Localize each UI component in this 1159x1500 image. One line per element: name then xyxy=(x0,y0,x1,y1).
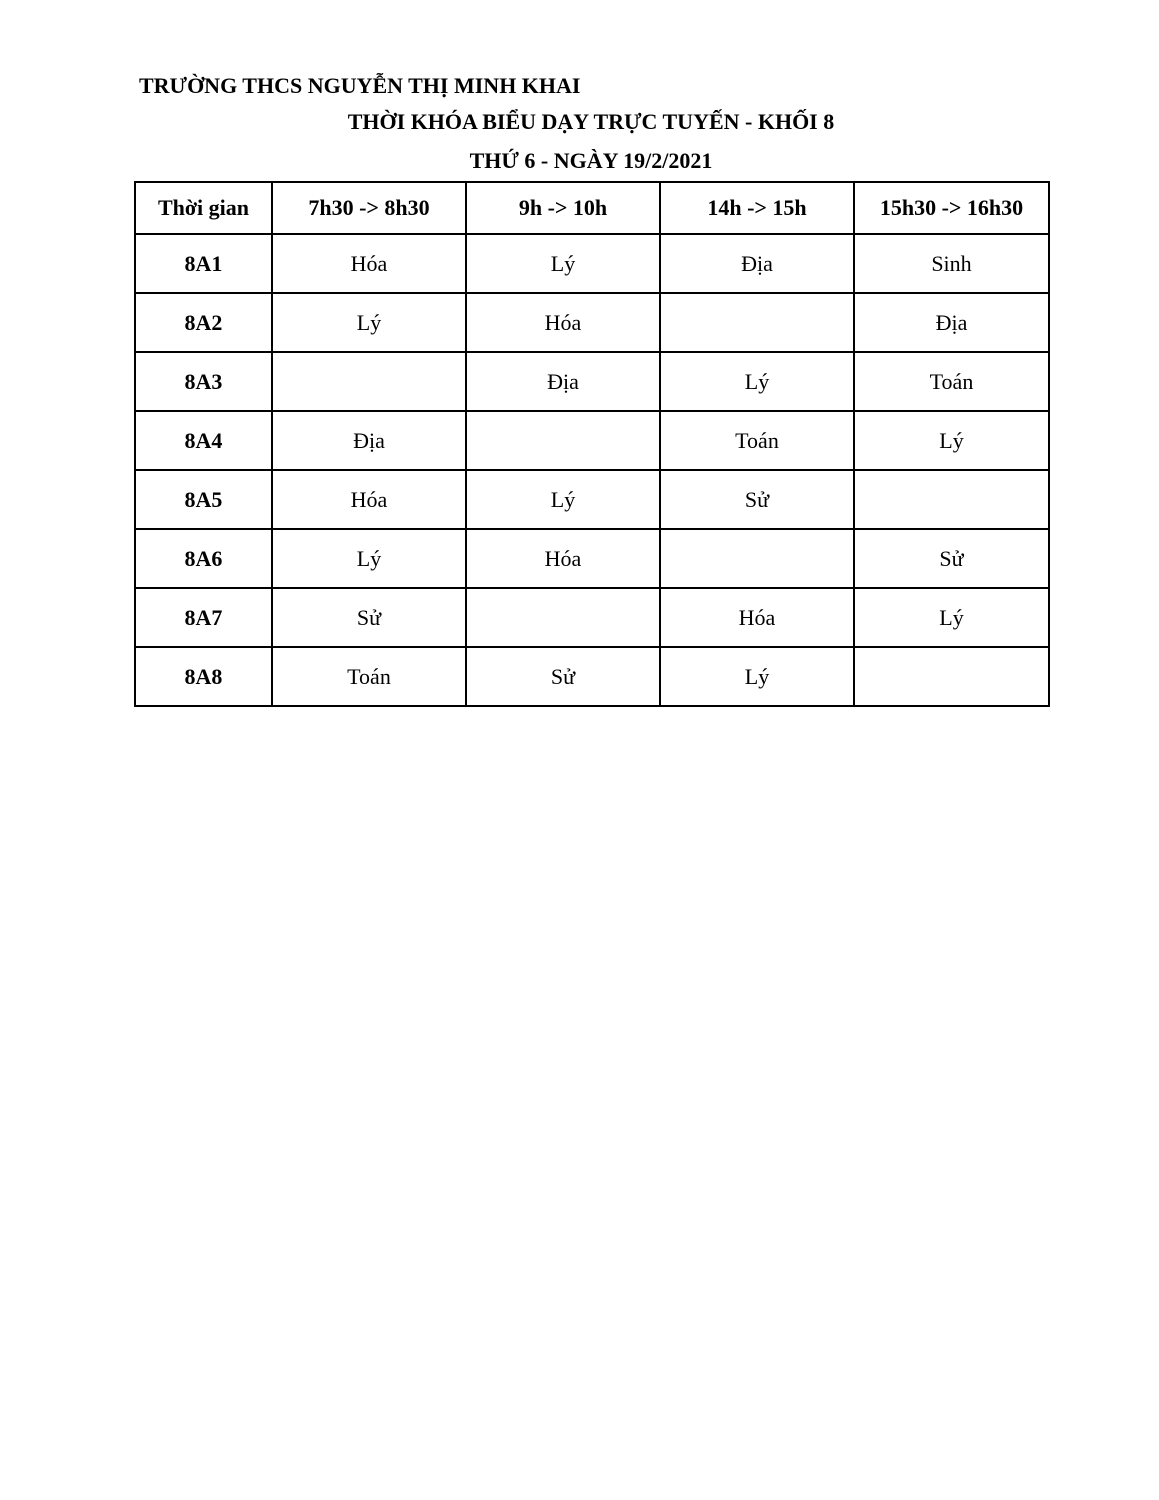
subject-cell: Địa xyxy=(272,411,466,470)
table-row xyxy=(135,470,1049,529)
subject-cell: Sử xyxy=(466,647,660,706)
subject-cell: Toán xyxy=(854,352,1049,411)
class-name: 8A5 xyxy=(135,470,272,529)
subject-cell xyxy=(854,470,1049,529)
header-row xyxy=(135,182,1049,234)
class-name: 8A7 xyxy=(135,588,272,647)
table-row xyxy=(135,411,1049,470)
subject-cell: Toán xyxy=(660,411,854,470)
header-time-label: Thời gian xyxy=(135,182,272,234)
class-name: 8A4 xyxy=(135,411,272,470)
class-name: 8A6 xyxy=(135,529,272,588)
header-slot-1: 7h30 -> 8h30 xyxy=(272,182,466,234)
table-row xyxy=(135,529,1049,588)
class-name: 8A8 xyxy=(135,647,272,706)
subject-cell xyxy=(660,293,854,352)
class-name: 8A2 xyxy=(135,293,272,352)
subject-cell: Lý xyxy=(272,293,466,352)
subject-cell: Sử xyxy=(854,529,1049,588)
subject-cell: Hóa xyxy=(272,234,466,293)
table-row xyxy=(135,588,1049,647)
table-row xyxy=(135,293,1049,352)
subject-cell: Hóa xyxy=(660,588,854,647)
subject-cell: Sử xyxy=(660,470,854,529)
subject-cell: Địa xyxy=(466,352,660,411)
document-title: THỜI KHÓA BIỂU DẠY TRỰC TUYẾN - KHỐI 8 xyxy=(347,109,835,134)
table-row xyxy=(135,234,1049,293)
subject-cell: Lý xyxy=(272,529,466,588)
subject-cell: Toán xyxy=(272,647,466,706)
header-slot-3: 14h -> 15h xyxy=(660,182,854,234)
school-name: TRƯỜNG THCS NGUYỄN THỊ MINH KHAI xyxy=(139,73,581,98)
schedule-table xyxy=(134,181,1050,707)
document-date: THỨ 6 - NGÀY 19/2/2021 xyxy=(469,148,713,173)
subject-cell: Lý xyxy=(660,352,854,411)
header-slot-4: 15h30 -> 16h30 xyxy=(854,182,1049,234)
subject-cell: Lý xyxy=(466,470,660,529)
class-name: 8A3 xyxy=(135,352,272,411)
subject-cell xyxy=(466,588,660,647)
class-name: 8A1 xyxy=(135,234,272,293)
subject-cell: Hóa xyxy=(466,529,660,588)
subject-cell xyxy=(660,529,854,588)
subject-cell: Lý xyxy=(466,234,660,293)
subject-cell: Hóa xyxy=(466,293,660,352)
subject-cell: Lý xyxy=(660,647,854,706)
subject-cell: Địa xyxy=(660,234,854,293)
subject-cell xyxy=(272,352,466,411)
subject-cell: Sinh xyxy=(854,234,1049,293)
subject-cell xyxy=(466,411,660,470)
table-row xyxy=(135,647,1049,706)
table-row xyxy=(135,352,1049,411)
subject-cell xyxy=(854,647,1049,706)
subject-cell: Sử xyxy=(272,588,466,647)
subject-cell: Lý xyxy=(854,588,1049,647)
subject-cell: Địa xyxy=(854,293,1049,352)
subject-cell: Hóa xyxy=(272,470,466,529)
header-slot-2: 9h -> 10h xyxy=(466,182,660,234)
subject-cell: Lý xyxy=(854,411,1049,470)
